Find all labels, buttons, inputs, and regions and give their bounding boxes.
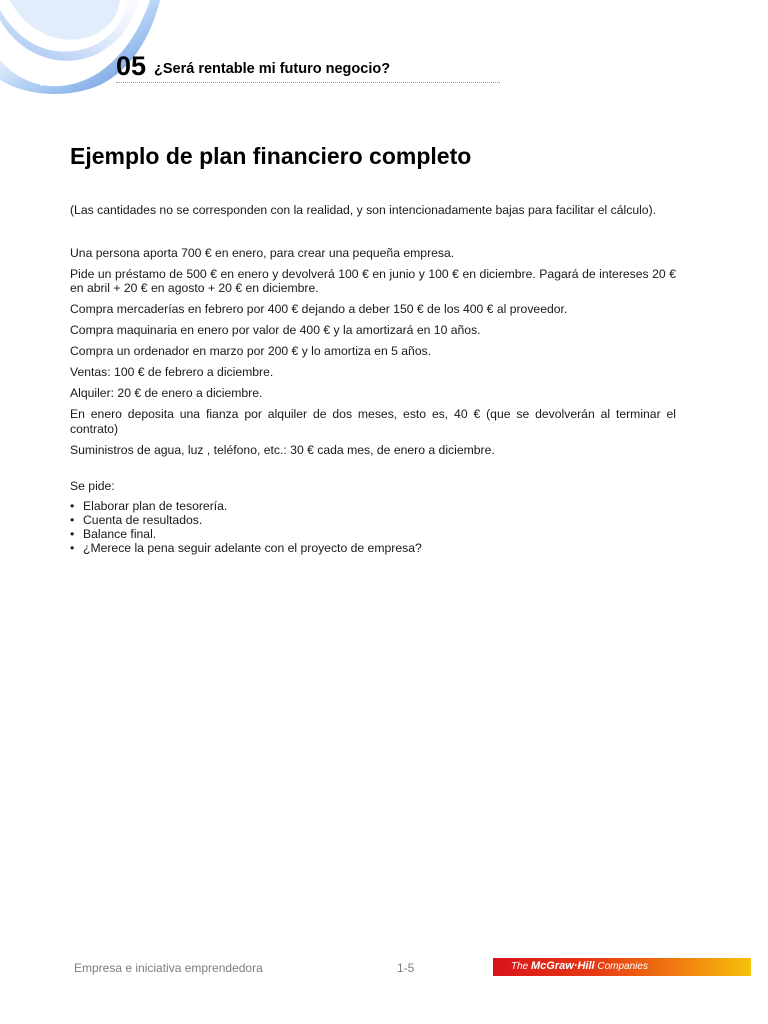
chapter-title: ¿Será rentable mi futuro negocio? — [154, 61, 391, 77]
publisher-prefix: The — [511, 961, 529, 972]
intro-note: (Las cantidades no se corresponden con la realidad, y son intencionadamente bajas para facilitar el cálculo). — [70, 203, 657, 217]
task-list — [70, 499, 676, 556]
bullet-icon: • — [70, 512, 75, 527]
task-item — [70, 499, 676, 513]
bullet-icon: • — [70, 498, 75, 513]
task-text: Balance final. — [83, 526, 157, 541]
statement-item: En enero deposita una fianza por alquiler de dos meses, esto es, 40 € (que se devolverán al terminar el contrato) — [70, 407, 676, 436]
statement-item: Compra mercaderías en febrero por 400 € dejando a deber 150 € de los 400 € al proveedor. — [70, 302, 568, 316]
statement-item: Pide un préstamo de 500 € en enero y devolverá 100 € en junio y 100 € en diciembre. Pagará de intereses 20 € en abril + 20 € en agosto + 20 € en diciembre. — [70, 266, 676, 295]
task-item — [70, 513, 676, 527]
task-item — [70, 541, 676, 555]
statement-item: Alquiler: 20 € de enero a diciembre. — [70, 386, 263, 400]
chapter-number: 05 — [116, 51, 147, 81]
bullet-icon: • — [70, 541, 75, 556]
statement-item: Ventas: 100 € de febrero a diciembre. — [70, 365, 274, 379]
publisher-suffix: Companies — [597, 961, 648, 972]
document-body — [70, 203, 676, 555]
statement-item: Suministros de agua, luz , teléfono, etc.: 30 € cada mes, de enero a diciembre. — [70, 442, 495, 457]
task-item — [70, 527, 676, 541]
statement-item: Compra un ordenador en marzo por 200 € y lo amortiza en 5 años. — [70, 344, 432, 358]
task-text: Elaborar plan de tesorería. — [83, 498, 228, 513]
chapter-header — [116, 50, 500, 83]
publisher-logo — [493, 958, 751, 976]
se-pide-heading: Se pide: — [70, 479, 115, 493]
footer-page-number: 1-5 — [397, 961, 415, 975]
task-text: Cuenta de resultados. — [83, 512, 203, 527]
bullet-icon: • — [70, 526, 75, 541]
publisher-name: McGraw·Hill — [531, 960, 595, 972]
statement-list — [70, 246, 676, 458]
task-text: ¿Merece la pena seguir adelante con el proyecto de empresa? — [83, 541, 422, 556]
footer-book-title: Empresa e iniciativa emprendedora — [74, 961, 263, 975]
statement-item: Una persona aporta 700 € en enero, para crear una pequeña empresa. — [70, 245, 455, 260]
statement-item: Compra maquinaria en enero por valor de 400 € y la amortizará en 10 años. — [70, 323, 481, 337]
publisher-logo-text — [511, 960, 648, 972]
page-title: Ejemplo de plan financiero completo — [70, 143, 472, 169]
